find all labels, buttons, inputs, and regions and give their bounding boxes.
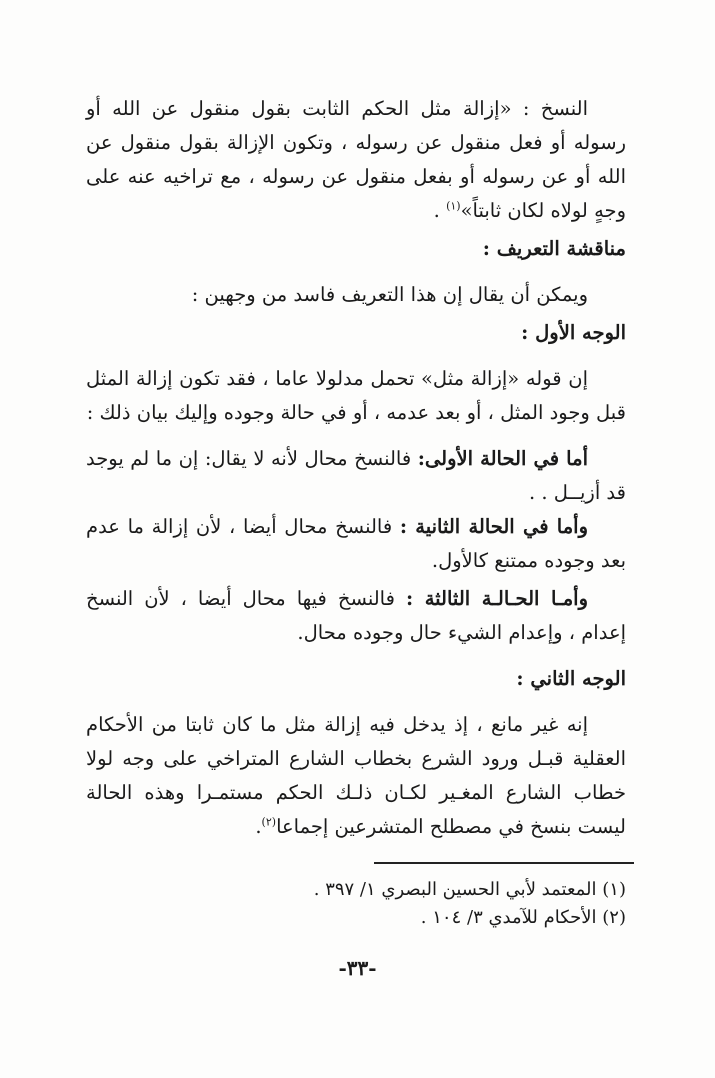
intro-paragraph (86, 278, 626, 312)
case-one-lead: أما في الحالة الأولى: (417, 447, 588, 470)
footnote-ref-2: (٢) (261, 815, 277, 829)
heading-first-aspect (86, 316, 626, 350)
heading-first-aspect-text: الوجه الأول : (521, 321, 626, 344)
case-two-text: فالنسخ محال أيضا ، لأن إزالة ما عدم بعد وجوده ممتنع كالأول. (86, 515, 626, 572)
first-aspect-text: إن قوله «إزالة مثل» تحمل مدلولا عاما ، فقد تكون إزالة المثل قبل وجود المثل ، أو بعد عدمه ، أو في حالة وجوده وإليك بيان ذلك : (86, 367, 626, 424)
second-aspect-paragraph (86, 708, 626, 844)
case-one-text: فالنسخ محال لأنه لا يقال: إن ما لم يوجد قد أزيــل . . (86, 447, 626, 504)
page-number: -٣٣- (338, 956, 377, 980)
definition-tail: . (433, 199, 447, 222)
footnote-1: (١) المعتمد لأبي الحسين البصري ١/ ٣٩٧ . (313, 879, 626, 900)
case-two-lead: وأما في الحالة الثانية : (399, 515, 588, 538)
case-one-paragraph (86, 442, 626, 510)
case-three-paragraph (86, 582, 626, 650)
second-aspect-tail: . (255, 815, 262, 838)
case-two-paragraph (86, 510, 626, 578)
footnote-2: (٢) الأحكام للآمدي ٣/ ١٠٤ . (420, 907, 626, 928)
heading-discussion: مناقشة التعريف : (482, 237, 626, 260)
first-aspect-paragraph (86, 362, 626, 430)
heading-second-aspect (86, 662, 626, 696)
definition-paragraph (86, 92, 626, 228)
case-three-text: فالنسخ فيها محال أيضا ، لأن النسخ إعدام ، وإعدام الشيء حال وجوده محال. (86, 587, 626, 644)
footnotes (200, 876, 626, 932)
intro-text: ويمكن أن يقال إن هذا التعريف فاسد من وجهين : (191, 283, 588, 306)
footnote-ref-1: (١) (446, 199, 461, 213)
definition-text: النسخ : «إزالة مثل الحكم الثابت بقول منقول عن الله أو رسوله أو فعل منقول عن رسوله ، وتكون الإزالة بقول منقول عن الله أو عن رسوله أو بفعل منقول عن رسوله ، مع تراخيه عنه على وجهٍ لولاه لكان ثابتاً» (86, 97, 626, 222)
case-three-lead: وأمـا الحـالـة الثالثة : (405, 587, 588, 610)
heading-second-aspect-text: الوجه الثاني : (516, 667, 626, 690)
second-aspect-text: إنه غير مانع ، إذ يدخل فيه إزالة مثل ما كان ثابتا من الأحكام العقلية قبـل ورود الشرع بخطاب الشارع المتراخي على وجه لولا خطاب الشارع المغـير لكـان ذلـك الحكم مستمـرا وهذه الحالة ليست بنسخ في مصطلح المتشرعين إجماعا (86, 713, 626, 838)
main-text (86, 92, 626, 844)
footnote-divider (374, 862, 634, 864)
